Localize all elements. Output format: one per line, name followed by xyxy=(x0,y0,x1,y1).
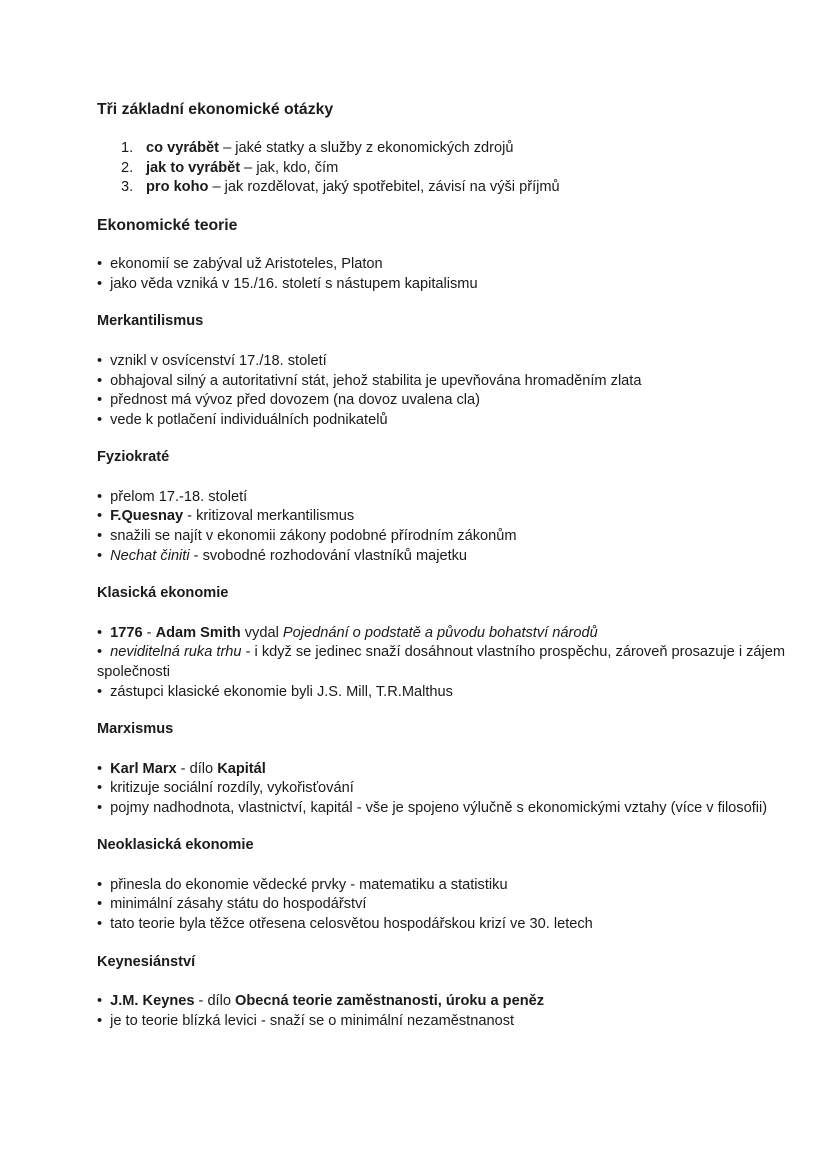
text-segment: – jaké statky a služby z ekonomických zdrojů xyxy=(219,140,514,156)
bullet-list xyxy=(97,255,797,294)
bullet-icon: • xyxy=(97,799,103,816)
text-segment: 1776 xyxy=(110,624,143,641)
item-number: 1. xyxy=(121,140,134,156)
text-segment: Nechat činiti xyxy=(110,547,190,564)
bullet-list xyxy=(97,488,797,566)
bullet-item xyxy=(97,760,797,780)
bullet-icon: • xyxy=(97,760,103,777)
text-segment: ekonomií se zabýval už Aristoteles, Platon xyxy=(110,256,383,273)
text-segment: neviditelná ruka trhu xyxy=(110,644,242,661)
bullet-icon: • xyxy=(97,372,103,389)
bullet-item xyxy=(97,895,797,915)
bullet-item xyxy=(97,683,797,703)
bullet-icon: • xyxy=(97,624,103,641)
bullet-icon: • xyxy=(97,993,103,1010)
text-segment: pro koho xyxy=(146,179,209,196)
text-segment: přinesla do ekonomie vědecké prvky - matematiku a statistiku xyxy=(110,876,508,893)
text-segment: Adam Smith xyxy=(155,624,241,641)
bullet-icon: • xyxy=(97,528,103,545)
bullet-list xyxy=(97,624,797,702)
text-segment: je to teorie blízká levici - snaží se o minimální nezaměstnanost xyxy=(110,1012,515,1029)
text-segment: Kapitál xyxy=(217,760,266,777)
text-segment: Karl Marx xyxy=(110,760,177,777)
text-segment: - dílo xyxy=(194,993,236,1010)
bullet-item xyxy=(97,992,797,1012)
bullet-icon: • xyxy=(97,508,103,525)
item-number: 3. xyxy=(121,179,134,196)
text-segment: snažili se najít v ekonomii zákony podobné přírodním zákonům xyxy=(110,528,517,545)
text-segment: obhajoval silný a autoritativní stát, jehož stabilita je upevňována hromaděním zlata xyxy=(110,372,642,389)
text-segment: vede k potlačení individuálních podnikatelů xyxy=(110,411,388,428)
numbered-item xyxy=(121,139,797,159)
section-heading: Ekonomické teorie xyxy=(97,216,238,234)
bullet-icon: • xyxy=(97,547,103,564)
document-sections xyxy=(97,215,797,1032)
text-segment: jak to vyrábět xyxy=(146,159,241,176)
text-segment: - dílo xyxy=(176,760,218,777)
bullet-icon: • xyxy=(97,352,103,369)
bullet-icon: • xyxy=(97,876,103,893)
text-segment: – jak rozdělovat, jaký spotřebitel, závisí na výši příjmů xyxy=(208,179,560,196)
bullet-item xyxy=(97,1012,797,1032)
bullet-list xyxy=(97,992,797,1031)
bullet-item xyxy=(97,527,797,547)
item-text xyxy=(146,178,560,198)
text-segment: - xyxy=(142,624,156,641)
bullet-icon: • xyxy=(97,896,103,913)
text-segment: - i když se jedinec snaží dosáhnout vlastního prospěchu, zároveň prosazuje i zájem společnosti xyxy=(97,644,786,680)
text-segment: F.Quesnay xyxy=(110,508,184,525)
bullet-icon: • xyxy=(97,488,103,505)
bullet-item xyxy=(97,352,797,372)
section-heading: Klasická ekonomie xyxy=(97,585,229,602)
text-segment: Obecná teorie zaměstnanosti, úroku a peněz xyxy=(235,993,545,1010)
text-segment: - svobodné rozhodování vlastníků majetku xyxy=(189,547,468,564)
bullet-item xyxy=(97,799,797,819)
bullet-icon: • xyxy=(97,256,103,273)
bullet-item xyxy=(97,255,797,275)
item-text xyxy=(146,159,338,179)
document-title: Tři základní ekonomické otázky xyxy=(97,101,334,118)
text-segment: co vyrábět xyxy=(146,140,220,156)
bullet-item xyxy=(97,372,797,392)
section-heading: Keynesiánství xyxy=(97,953,196,970)
bullet-icon: • xyxy=(97,683,103,700)
bullet-icon: • xyxy=(97,780,103,797)
text-segment: vydal xyxy=(240,624,283,641)
text-segment: tato teorie byla těžce otřesena celosvětou hospodářskou krizí ve 30. letech xyxy=(110,916,593,933)
bullet-item xyxy=(97,547,797,567)
text-segment: zástupci klasické ekonomie byli J.S. Mill, T.R.Malthus xyxy=(110,683,453,700)
numbered-item xyxy=(121,178,797,198)
section-heading: Merkantilismus xyxy=(97,313,204,330)
text-segment: jako věda vzniká v 15./16. století s nástupem kapitalismu xyxy=(110,275,478,292)
text-segment: kritizuje sociální rozdíly, vykořisťování xyxy=(110,780,354,797)
text-segment: pojmy nadhodnota, vlastnictví, kapitál - vše je spojeno výlučně s ekonomickými vztahy (více v filosofii) xyxy=(110,799,768,816)
bullet-list xyxy=(97,352,797,430)
bullet-icon: • xyxy=(97,392,103,409)
bullet-icon: • xyxy=(97,275,103,292)
numbered-list xyxy=(121,139,797,198)
text-segment: Pojednání o podstatě a původu bohatství národů xyxy=(282,624,598,641)
bullet-icon: • xyxy=(97,1012,103,1029)
bullet-item xyxy=(97,624,797,644)
bullet-item xyxy=(97,411,797,431)
numbered-item xyxy=(121,159,797,179)
bullet-icon: • xyxy=(97,916,103,933)
section-heading: Marxismus xyxy=(97,721,174,738)
text-segment: - kritizoval merkantilismus xyxy=(183,508,355,525)
item-number: 2. xyxy=(121,159,134,176)
text-segment: J.M. Keynes xyxy=(110,993,195,1010)
bullet-item xyxy=(97,643,797,682)
bullet-item xyxy=(97,275,797,295)
bullet-item xyxy=(97,779,797,799)
bullet-list xyxy=(97,876,797,935)
bullet-icon: • xyxy=(97,644,103,661)
bullet-item xyxy=(97,391,797,411)
bullet-list xyxy=(97,760,797,819)
section-heading: Fyziokraté xyxy=(97,449,170,466)
text-segment: přelom 17.-18. století xyxy=(110,488,248,505)
bullet-item xyxy=(97,915,797,935)
bullet-item xyxy=(97,507,797,527)
section-heading: Neoklasická ekonomie xyxy=(97,837,254,854)
bullet-icon: • xyxy=(97,411,103,428)
bullet-item xyxy=(97,488,797,508)
text-segment: – jak, kdo, čím xyxy=(240,159,339,176)
item-text xyxy=(146,139,513,159)
text-segment: přednost má vývoz před dovozem (na dovoz uvalena cla) xyxy=(110,392,481,409)
bullet-item xyxy=(97,876,797,896)
text-segment: minimální zásahy státu do hospodářství xyxy=(110,896,367,913)
text-segment: vznikl v osvícenství 17./18. století xyxy=(110,352,327,369)
